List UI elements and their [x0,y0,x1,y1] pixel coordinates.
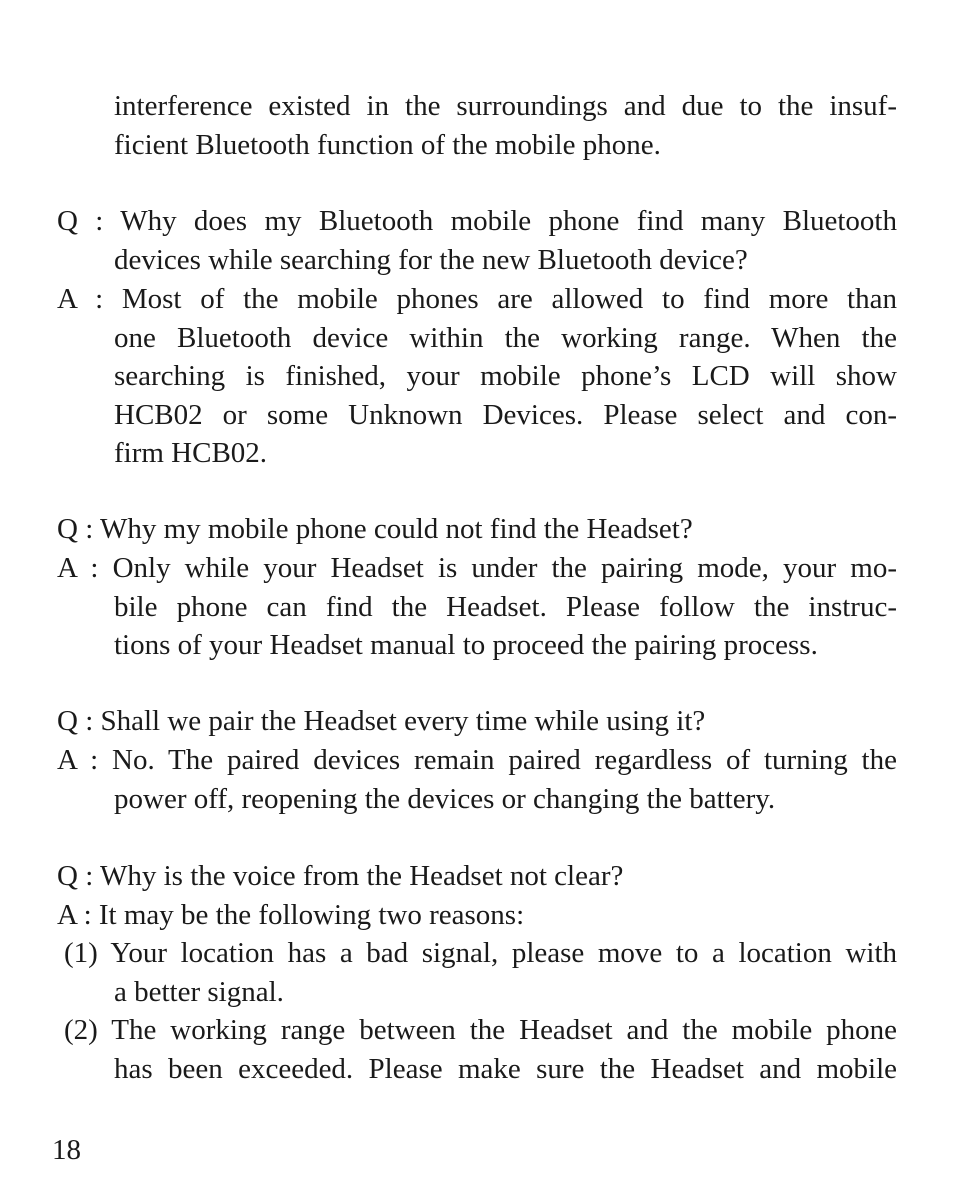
question-line: devices while searching for the new Bluetooth device? [114,244,748,276]
answer-line: one Bluetooth device within the working range. When the [114,322,897,354]
question-line: Q : Why does my Bluetooth mobile phone find many Bluetooth [57,205,897,237]
question-line: Q : Why is the voice from the Headset not clear? [57,860,624,892]
answer-line: A : It may be the following two reasons: [57,899,525,931]
reason-item: a better signal. [114,976,284,1008]
reason-item: (1) Your location has a bad signal, please move to a location with [64,937,897,969]
answer-line: HCB02 or some Unknown Devices. Please select and con- [114,399,897,431]
reason-item: (2) The working range between the Headset and the mobile phone [64,1014,897,1046]
intro-line: interference existed in the surroundings and due to the insuf- [114,90,897,122]
question-line: Q : Why my mobile phone could not find the Headset? [57,513,693,545]
answer-line: searching is finished, your mobile phone’s LCD will show [114,360,897,392]
answer-line: firm HCB02. [114,437,268,469]
page-number: 18 [52,1134,81,1166]
intro-line: ficient Bluetooth function of the mobile phone. [114,129,661,161]
answer-line: bile phone can find the Headset. Please follow the instruc- [114,591,897,623]
answer-line: A : Only while your Headset is under the pairing mode, your mo- [57,552,897,584]
answer-line: A : No. The paired devices remain paired regardless of turning the [57,744,897,776]
reason-item: has been exceeded. Please make sure the Headset and mobile [114,1053,897,1085]
answer-line: power off, reopening the devices or changing the battery. [114,783,776,815]
answer-line: A : Most of the mobile phones are allowed to find more than [57,283,897,315]
question-line: Q : Shall we pair the Headset every time while using it? [57,705,706,737]
answer-line: tions of your Headset manual to proceed the pairing process. [114,629,818,661]
